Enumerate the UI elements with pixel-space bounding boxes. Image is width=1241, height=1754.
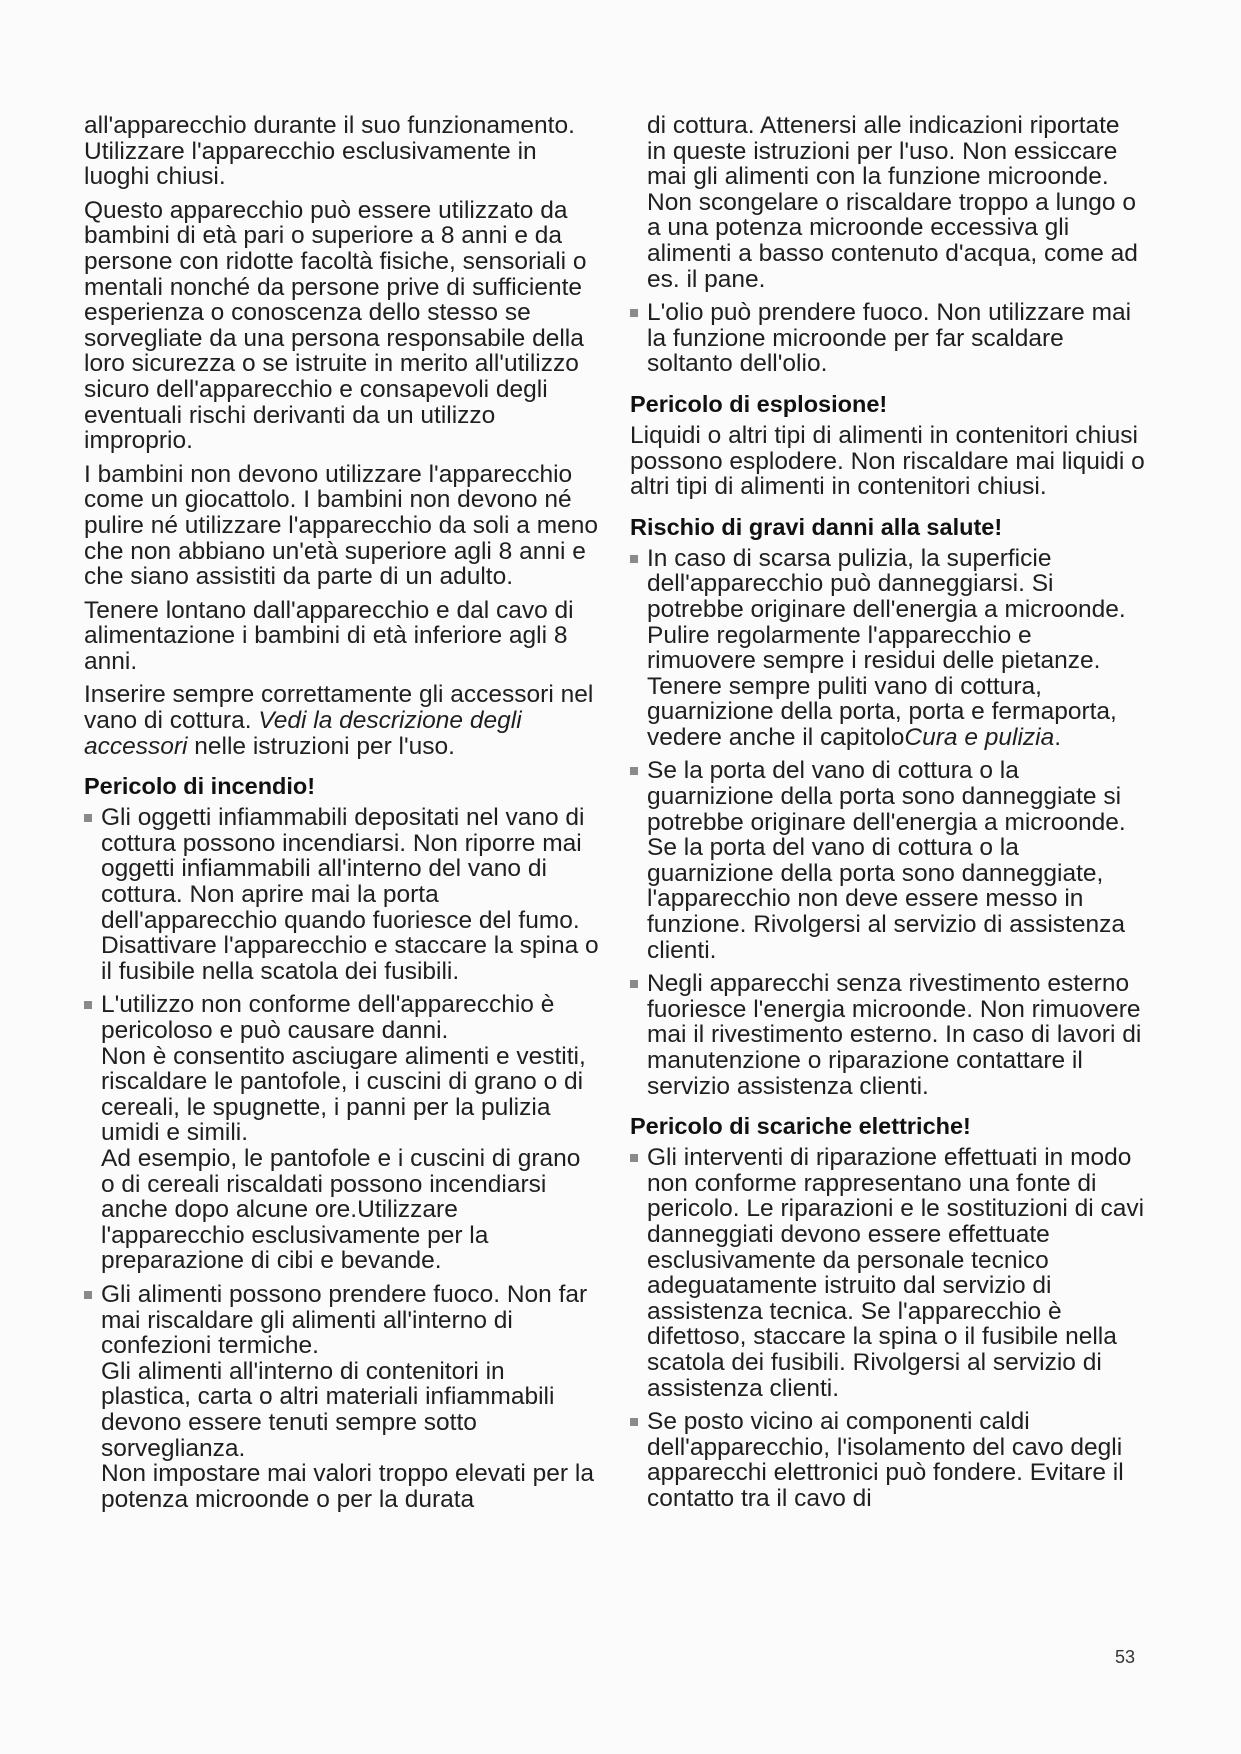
section-heading-explosion: Pericolo di esplosione! xyxy=(630,390,888,417)
bullet-text: Se posto vicino ai componenti caldi dell'apparecchio, l'isolamento del cavo degli apparecchi elettronici può fondere. Evitare il contatto tra il cavo di xyxy=(647,1408,1124,1512)
paragraph: Tenere lontano dall'apparecchio e dal cavo di alimentazione i bambini di età inferiore agli 8 anni. xyxy=(84,596,574,675)
section-heading-health: Rischio di gravi danni alla salute! xyxy=(630,513,1003,540)
bullet-text: L'utilizzo non conforme dell'apparecchio è pericoloso e può causare danni. xyxy=(101,991,555,1044)
text-span: nelle istruzioni per l'uso. xyxy=(187,732,455,760)
italic-reference: Cura e pulizia xyxy=(904,723,1055,751)
bullet-text: di cottura. Attenersi alle indicazioni riportate in queste istruzioni per l'uso. Non essiccare mai gli alimenti con la funzione microonde. xyxy=(647,112,1120,191)
bullet-item xyxy=(84,992,599,1274)
bullet-text: Gli interventi di riparazione effettuati in modo non conforme rappresentano una fonte di pericolo. Le riparazioni e le sostituzioni di cavi danneggiati devono essere effettuate esclusivamente da personale tecnico adeguatamente istruito dal servizio di assistenza tecnica. Se l'apparecchio è difettoso, staccare la spina o il fusibile nella scatola dei fusibili. Rivolgersi al servizio di assistenza clienti. xyxy=(647,1144,1145,1402)
bullet-item xyxy=(630,546,1145,751)
bullet-item xyxy=(630,1145,1145,1401)
paragraph: Questo apparecchio può essere utilizzato da bambini di età pari o superiore a 8 anni e da persone con ridotte facoltà fisiche, sensoriali o mentali nonché da persone prive di sufficiente esperienza o conoscenza dello stesso se sorvegliate da una persona responsabile della loro sicurezza o se istruite in merito all'utilizzo sicuro dell'apparecchio e consapevoli degli eventuali rischi derivanti da un utilizzo improprio. xyxy=(84,196,587,455)
italic-reference: Vedi la descrizione degli accessori xyxy=(84,707,522,760)
bullet-text: Gli oggetti infiammabili depositati nel vano di cottura possono incendiarsi. Non riporre mai oggetti infiammabili all'interno del vano di cottura. Non aprire mai la porta dell'apparecchio quando fuoriesce del fumo. Disattivare l'apparecchio e staccare la spina o il fusibile nella scatola dei fusibili. xyxy=(101,804,599,985)
bullet-text: Gli alimenti possono prendere fuoco. Non far mai riscaldare gli alimenti all'interno di confezioni termiche. xyxy=(101,1280,588,1360)
bullet-text: Se la porta del vano di cottura o la guarnizione della porta sono danneggiate si potrebbe originare dell'energia a microonde. Se la porta del vano di cottura o la guarnizione della porta sono danneggiate, l'apparecchio non deve essere messo in funzione. Rivolgersi al servizio di assistenza clienti. xyxy=(647,757,1126,964)
bullet-text: L'olio può prendere fuoco. Non utilizzare mai la funzione microonde per far scaldare soltanto dell'olio. xyxy=(647,299,1132,378)
bullet-item xyxy=(84,805,599,984)
bullet-item xyxy=(630,300,1145,377)
bullet-text: Non scongelare o riscaldare troppo a lungo o a una potenza microonde eccessiva gli alimenti a basso contenuto d'acqua, come ad es. il pane. xyxy=(647,188,1138,293)
page-number: 53 xyxy=(1115,1647,1136,1667)
bullet-text: Ad esempio, le pantofole e i cuscini di grano o di cereali riscaldati possono incendiarsi anche dopo alcune ore.Utilizzare l'apparecchio esclusivamente per la preparazione di cibi e bevande. xyxy=(101,1144,581,1275)
paragraph: Liquidi o altri tipi di alimenti in contenitori chiusi possono esplodere. Non riscaldare mai liquidi o altri tipi di alimenti in contenitori chiusi. xyxy=(630,421,1145,501)
bullet-item xyxy=(630,1409,1145,1511)
bullet-item xyxy=(630,971,1145,1099)
text-span: Inserire sempre correttamente gli accessori nel vano di cottura. xyxy=(84,681,594,735)
section-heading-electric: Pericolo di scariche elettriche! xyxy=(630,1113,971,1140)
bullet-item xyxy=(630,758,1145,963)
bullet-text: . xyxy=(1054,723,1062,751)
bullet-text: Gli alimenti all'interno di contenitori in plastica, carta o altri materiali infiammabili devono essere tenuti sempre sotto sorveglianza. xyxy=(101,1357,555,1462)
bullet-item xyxy=(84,1282,599,1512)
right-column xyxy=(630,113,1145,1520)
paragraph xyxy=(84,682,599,759)
bullet-text: Negli apparecchi senza rivestimento esterno fuoriesce l'energia microonde. Non rimuovere mai il rivestimento esterno. In caso di lavori di manutenzione o riparazione contattare il servizio assistenza clienti. xyxy=(647,970,1142,1100)
bullet-text: In caso di scarsa pulizia, la superficie dell'apparecchio può danneggiarsi. Si potrebbe originare dell'energia a microonde. Pulire regolarmente l'apparecchio e rimuovere sempre i residui delle pietanze. Tenere sempre puliti vano di cottura, guarnizione della porta, porta e fermaporta, vedere anche il capitolo xyxy=(647,544,1126,751)
left-column xyxy=(84,113,599,1520)
continued-text xyxy=(630,113,1145,292)
bullet-text: Non è consentito asciugare alimenti e vestiti, riscaldare le pantofole, i cuscini di grano o di cereali, le spugnette, i panni per la pulizia umidi e simili. xyxy=(101,1042,586,1147)
paragraph: I bambini non devono utilizzare l'apparecchio come un giocattolo. I bambini non devono né pulire né utilizzare l'apparecchio da soli a meno che non abbiano un'età superiore agli 8 anni e che siano assistiti da parte di un adulto. xyxy=(84,460,599,591)
section-heading-fire: Pericolo di incendio! xyxy=(84,773,316,800)
paragraph: all'apparecchio durante il suo funzionamento. Utilizzare l'apparecchio esclusivamente in luoghi chiusi. xyxy=(84,112,575,191)
bullet-text: Non impostare mai valori troppo elevati per la potenza microonde o per la durata xyxy=(101,1460,594,1513)
